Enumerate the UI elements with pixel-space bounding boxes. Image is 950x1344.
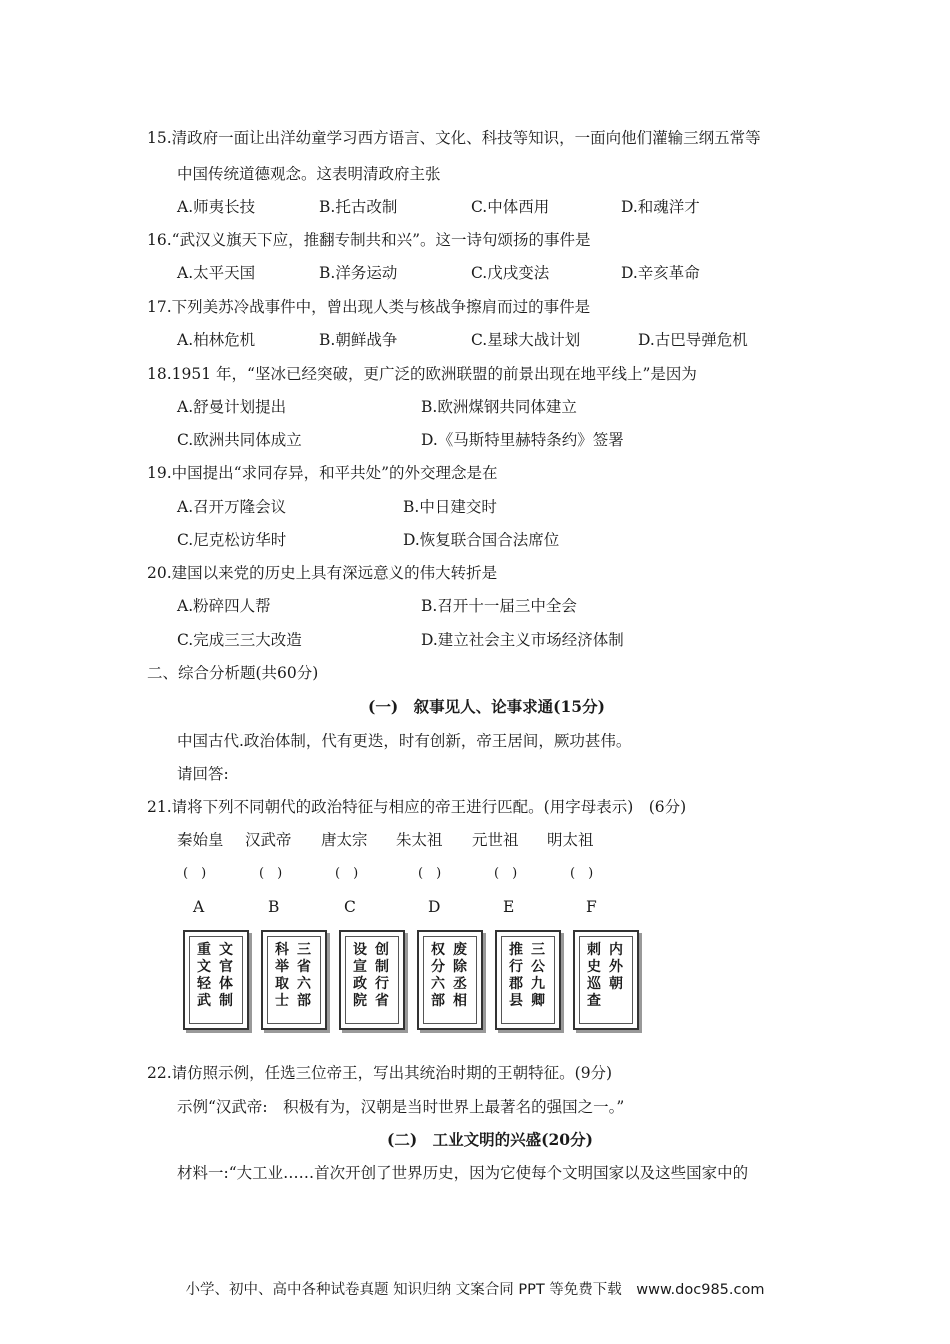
question-15-stem: 15.清政府一面让出洋幼童学习西方语言、文化、科技等知识，一面向他们灌输三纲五常等 [147,129,761,147]
card-text: 文官体制 [219,942,233,1009]
option: B.洋务运动 [319,264,398,282]
question-19-stem: 19.中国提出“求同存异，和平共处”的外交理念是在 [147,464,498,482]
choice-letter: F [586,898,597,916]
option: B.中日建交时 [403,498,497,516]
question-16-stem: 16.“武汉义旗天下应，推翻专制共和兴”。这一诗句颂扬的事件是 [147,231,591,249]
option: C.戊戌变法 [471,264,550,282]
card-text: 科举取士 [275,942,289,1009]
option: C.尼克松访华时 [177,531,287,549]
option: D.《马斯特里赫特条约》签署 [421,431,624,449]
option: A.柏林危机 [177,331,256,349]
feature-card [573,930,639,1030]
question-20-stem: 20.建国以来党的历史上具有深远意义的伟大转折是 [147,564,498,582]
card-text: 权分六部 [431,942,445,1009]
card-text: 内外朝 [609,942,623,992]
part-title: (二) 工业文明的兴盛(20分) [387,1130,593,1149]
page-footer: 小学、初中、高中各种试卷真题 知识归纳 文案合同 PPT 等免费下载 www.doc985.com [185,1282,765,1298]
answer-blank[interactable]: ( ) [335,866,359,881]
choice-letter: B [268,898,280,916]
answer-blank[interactable]: ( ) [494,866,518,881]
intro-text: 中国古代.政治体制，代有更迭，时有创新，帝王居间，厥功甚伟。 [177,732,632,750]
option: D.古巴导弹危机 [638,331,748,349]
choice-letter: E [503,898,515,916]
question-21-stem: 21.请将下列不同朝代的政治特征与相应的帝王进行匹配。(用字母表示) (6分) [147,798,687,816]
part-title: (一) 叙事见人、论事求通(15分) [368,697,605,716]
feature-card [417,930,483,1030]
option: C.星球大战计划 [471,331,581,349]
option: C.完成三三大改造 [177,631,302,649]
card-text: 设宣政院 [353,942,367,1009]
option: B.召开十一届三中全会 [421,597,577,615]
option: C.欧洲共同体成立 [177,431,302,449]
emperor-label: 秦始皇 [177,831,224,849]
option: A.师夷长技 [177,198,256,216]
option: C.中体西用 [471,198,550,216]
answer-blank[interactable]: ( ) [259,866,283,881]
example-text: 示例“汉武帝: 积极有为，汉朝是当时世界上最著名的强国之一。” [177,1098,625,1116]
emperor-label: 元世祖 [472,831,519,849]
option: A.召开万隆会议 [177,498,287,516]
emperor-label: 唐太宗 [321,831,368,849]
choice-letter: C [344,898,356,916]
feature-card [339,930,405,1030]
option: D.和魂洋才 [621,198,700,216]
section-title: 二、综合分析题(共60分) [147,664,319,682]
option: B.托古改制 [319,198,398,216]
question-22-stem: 22.请仿照示例，任选三位帝王，写出其统治时期的王朝特征。(9分) [147,1064,613,1082]
card-text: 推行郡县 [509,942,523,1009]
answer-blank[interactable]: ( ) [183,866,207,881]
option: D.恢复联合国合法席位 [403,531,560,549]
material-text: 材料一:“大工业……首次开创了世界历史，因为它使每个文明国家以及这些国家中的 [177,1164,749,1182]
feature-card [495,930,561,1030]
prompt-text: 请回答: [177,765,229,783]
option: D.建立社会主义市场经济体制 [421,631,624,649]
option: A.太平天国 [177,264,256,282]
choice-letter: A [193,898,205,916]
feature-card [183,930,249,1030]
card-text: 废除丞相 [453,942,467,1009]
answer-blank[interactable]: ( ) [418,866,442,881]
emperor-label: 明太祖 [547,831,594,849]
card-text: 三省六部 [297,942,311,1009]
emperor-label: 汉武帝 [245,831,292,849]
feature-card [261,930,327,1030]
option: A.粉碎四人帮 [177,597,271,615]
card-text: 重文轻武 [197,942,211,1009]
option: B.欧洲煤钢共同体建立 [421,398,577,416]
question-17-stem: 17.下列美苏冷战事件中，曾出现人类与核战争擦肩而过的事件是 [147,298,591,316]
card-text: 三公九卿 [531,942,545,1009]
card-text: 创制行省 [375,942,389,1009]
question-15-stem-cont: 中国传统道德观念。这表明清政府主张 [177,165,441,183]
option: B.朝鲜战争 [319,331,398,349]
question-18-stem: 18.1951 年，“坚冰已经突破，更广泛的欧洲联盟的前景出现在地平线上”是因为 [147,365,697,383]
option: A.舒曼计划提出 [177,398,287,416]
emperor-label: 朱太祖 [396,831,443,849]
answer-blank[interactable]: ( ) [570,866,594,881]
choice-letter: D [428,898,441,916]
card-text: 刺史巡查 [587,942,601,1009]
option: D.辛亥革命 [621,264,700,282]
